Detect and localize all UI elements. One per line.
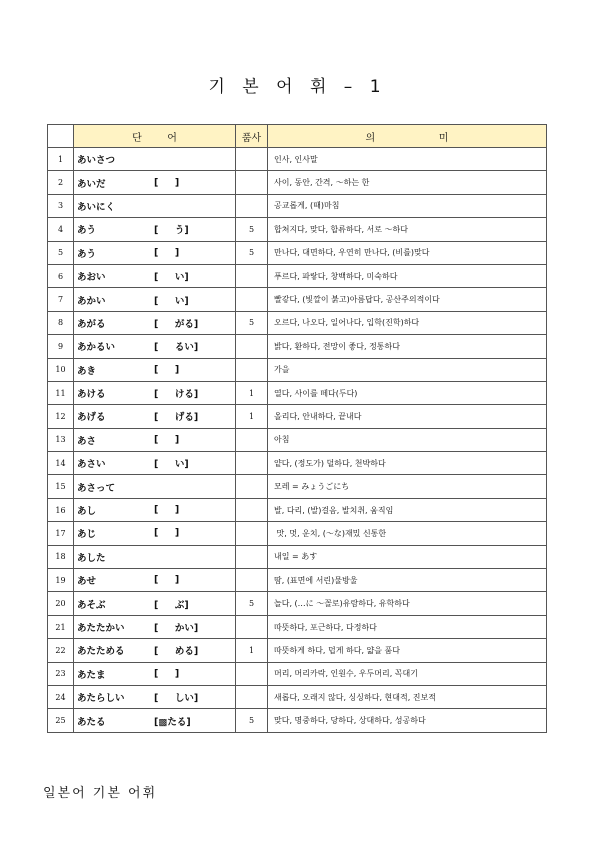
word-kanji-bracket: [ ] [154, 504, 180, 516]
word-kanji-bracket: [▩たる] [154, 716, 191, 728]
table-row [48, 428, 547, 451]
word-cell [74, 545, 236, 568]
word-cell [74, 358, 236, 381]
word-cell [74, 148, 236, 171]
meaning-cell: 밝다, 환하다, 전망이 좋다, 정통하다 [268, 335, 547, 358]
word-kanji-bracket: [ がる] [154, 318, 199, 330]
row-number: 16 [48, 498, 74, 521]
part-of-speech-cell [236, 545, 268, 568]
row-number: 15 [48, 475, 74, 498]
word-cell-content [74, 546, 235, 568]
word-cell-content [74, 686, 235, 708]
part-of-speech-cell [236, 148, 268, 171]
meaning-cell: 따뜻하다, 포근하다, 다정하다 [268, 615, 547, 638]
word-kanji-bracket: [ ] [154, 434, 180, 446]
word-cell [74, 194, 236, 217]
part-of-speech-cell [236, 569, 268, 592]
word-kanji-bracket: [ げる] [154, 412, 199, 424]
word-cell-content [74, 148, 235, 170]
header-meaning: 의 미 [268, 125, 547, 148]
part-of-speech-cell [236, 662, 268, 685]
word-kana: あがる [77, 318, 106, 330]
part-of-speech-cell [236, 452, 268, 475]
meaning-cell: 합쳐지다, 맞다, 합류하다, 서로 ～하다 [268, 218, 547, 241]
row-number: 12 [48, 405, 74, 428]
part-of-speech-cell [236, 428, 268, 451]
meaning-cell: 발, 다리, (발)걸음, 발치취, 움직임 [268, 498, 547, 521]
word-kana: あげる [77, 412, 106, 424]
header-part-of-speech: 품사 [236, 125, 268, 148]
word-kanji-bracket: [ るい] [154, 342, 199, 354]
word-kana: あかい [77, 295, 106, 307]
meaning-cell: 머리, 머리카락, 인원수, 우두머리, 꼭대기 [268, 662, 547, 685]
row-number: 5 [48, 241, 74, 264]
row-number: 1 [48, 148, 74, 171]
row-number: 21 [48, 615, 74, 638]
word-kana: あいさつ [77, 155, 116, 167]
word-kana: あおい [77, 272, 106, 284]
word-kana: あう [77, 248, 97, 260]
table-header-row [48, 125, 547, 148]
word-cell [74, 522, 236, 545]
word-cell-content [74, 218, 235, 240]
table-row [48, 381, 547, 404]
part-of-speech-cell [236, 475, 268, 498]
word-cell-content [74, 639, 235, 661]
row-number: 17 [48, 522, 74, 545]
part-of-speech-cell [236, 335, 268, 358]
table-row [48, 662, 547, 685]
meaning-cell: 공교롭게, (때)마침 [268, 194, 547, 217]
word-cell-content [74, 522, 235, 544]
word-cell-content [74, 335, 235, 357]
row-number: 13 [48, 428, 74, 451]
meaning-cell: 놀다, (…に ～꼴로)유람하다, 유학하다 [268, 592, 547, 615]
word-cell-content [74, 288, 235, 310]
word-kanji-bracket: [ い] [154, 459, 189, 471]
word-kanji-bracket: [ い] [154, 295, 189, 307]
word-cell [74, 639, 236, 662]
part-of-speech-cell [236, 171, 268, 194]
word-kanji-bracket: [ ] [154, 668, 180, 680]
meaning-cell: 올리다, 안내하다, 끝내다 [268, 405, 547, 428]
part-of-speech-cell: 1 [236, 381, 268, 404]
part-of-speech-cell [236, 358, 268, 381]
word-cell [74, 452, 236, 475]
part-of-speech-cell [236, 615, 268, 638]
part-of-speech-cell: 1 [236, 405, 268, 428]
row-number: 3 [48, 194, 74, 217]
word-kanji-bracket: [ ] [154, 574, 180, 586]
part-of-speech-cell [236, 194, 268, 217]
word-cell-content [74, 242, 235, 264]
word-kana: あたま [77, 669, 106, 681]
word-cell-content [74, 709, 235, 731]
word-kana: あかるい [77, 342, 116, 354]
word-cell [74, 335, 236, 358]
word-kana: あいだ [77, 178, 106, 190]
word-kanji-bracket: [ しい] [154, 693, 199, 705]
word-kana: あう [77, 225, 97, 237]
word-cell [74, 615, 236, 638]
word-cell [74, 475, 236, 498]
row-number: 25 [48, 709, 74, 732]
word-kanji-bracket: [ ] [154, 527, 180, 539]
meaning-cell: 땀, (표면에 서린)물방울 [268, 569, 547, 592]
row-number: 14 [48, 452, 74, 475]
table-row [48, 452, 547, 475]
word-cell-content [74, 405, 235, 427]
word-kana: あたたかい [77, 623, 125, 634]
word-kana: あたる [77, 716, 106, 728]
word-cell-content [74, 499, 235, 521]
part-of-speech-cell [236, 685, 268, 708]
word-cell-content [74, 171, 235, 193]
table-row [48, 545, 547, 568]
word-cell [74, 428, 236, 451]
meaning-cell: 사이, 동안, 간격, ～하는 한 [268, 171, 547, 194]
word-cell-content [74, 312, 235, 334]
table-row [48, 498, 547, 521]
word-cell [74, 288, 236, 311]
row-number: 23 [48, 662, 74, 685]
table-row [48, 569, 547, 592]
row-number: 9 [48, 335, 74, 358]
meaning-cell: 따뜻하게 하다, 덥게 하다, 얇을 품다 [268, 639, 547, 662]
table-row [48, 615, 547, 638]
row-number: 4 [48, 218, 74, 241]
word-cell [74, 264, 236, 287]
word-kanji-bracket: [ い] [154, 272, 189, 284]
word-cell [74, 171, 236, 194]
word-kana: あそぶ [77, 599, 106, 611]
table-row [48, 709, 547, 732]
word-cell [74, 685, 236, 708]
word-cell-content [74, 195, 235, 217]
word-cell-content [74, 592, 235, 614]
word-kana: あさ [77, 435, 97, 447]
word-kanji-bracket: [ かい] [154, 623, 199, 634]
word-kana: あさって [77, 482, 116, 494]
meaning-cell: 푸르다, 파랗다, 창백하다, 미숙하다 [268, 264, 547, 287]
meaning-cell: 모레 = みょうごにち [268, 475, 547, 498]
row-number: 18 [48, 545, 74, 568]
meaning-cell: 열다, 사이를 떼다(두다) [268, 381, 547, 404]
word-cell [74, 311, 236, 334]
table-row [48, 171, 547, 194]
part-of-speech-cell: 5 [236, 592, 268, 615]
meaning-cell: 맞다, 명중하다, 당하다, 상대하다, 성공하다 [268, 709, 547, 732]
table-row [48, 241, 547, 264]
part-of-speech-cell: 1 [236, 639, 268, 662]
word-cell [74, 662, 236, 685]
word-kana: あき [77, 365, 97, 377]
word-kanji-bracket: [ める] [154, 646, 199, 658]
meaning-cell: 오르다, 나오다, 일어나다, 입학(진학)하다 [268, 311, 547, 334]
word-cell [74, 709, 236, 732]
row-number: 2 [48, 171, 74, 194]
table-row [48, 194, 547, 217]
part-of-speech-cell: 5 [236, 218, 268, 241]
part-of-speech-cell [236, 522, 268, 545]
word-kana: あたためる [77, 646, 125, 658]
header-number [48, 125, 74, 148]
word-kana: あたらしい [77, 693, 125, 705]
table-row [48, 335, 547, 358]
word-kanji-bracket: [ ] [154, 177, 180, 189]
word-cell-content [74, 663, 235, 685]
word-kana: あさい [77, 459, 106, 471]
row-number: 7 [48, 288, 74, 311]
table-row [48, 311, 547, 334]
row-number: 10 [48, 358, 74, 381]
word-cell-content [74, 429, 235, 451]
row-number: 11 [48, 381, 74, 404]
table-row [48, 358, 547, 381]
row-number: 6 [48, 264, 74, 287]
table-row [48, 405, 547, 428]
part-of-speech-cell: 5 [236, 311, 268, 334]
word-kana: あいにく [77, 201, 116, 213]
meaning-cell: 가을 [268, 358, 547, 381]
row-number: 20 [48, 592, 74, 615]
vocabulary-table [47, 124, 547, 733]
word-kana: あした [77, 552, 106, 564]
part-of-speech-cell: 5 [236, 241, 268, 264]
word-cell-content [74, 616, 235, 638]
meaning-cell: 맛, 멋, 운치, (～な)재밌 신통한 [268, 522, 547, 545]
table-row [48, 475, 547, 498]
word-cell-content [74, 452, 235, 474]
word-kanji-bracket: [ ぶ] [154, 599, 189, 611]
table-row [48, 218, 547, 241]
word-cell-content [74, 359, 235, 381]
word-kanji-bracket: [ う] [154, 225, 189, 237]
table-row [48, 264, 547, 287]
word-kana: あける [77, 389, 106, 401]
word-cell [74, 218, 236, 241]
meaning-cell: 얕다, (정도가) 덜하다, 천박하다 [268, 452, 547, 475]
word-kana: あせ [77, 576, 97, 588]
table-row [48, 522, 547, 545]
word-cell-content [74, 475, 235, 497]
table-row [48, 685, 547, 708]
word-kanji-bracket: [ ] [154, 364, 180, 376]
table-row [48, 592, 547, 615]
row-number: 22 [48, 639, 74, 662]
footer-caption: 일본어 기본 어휘 [43, 786, 158, 801]
row-number: 8 [48, 311, 74, 334]
word-kanji-bracket: [ ] [154, 247, 180, 259]
meaning-cell: 아침 [268, 428, 547, 451]
meaning-cell: 새롭다, 오래지 않다, 싱싱하다, 현대적, 진보적 [268, 685, 547, 708]
page-title: 기 본 어 휘 – 1 [208, 77, 387, 97]
word-cell-content [74, 265, 235, 287]
part-of-speech-cell [236, 288, 268, 311]
word-kanji-bracket: [ ける] [154, 389, 199, 401]
part-of-speech-cell [236, 498, 268, 521]
meaning-cell: 인사, 인사말 [268, 148, 547, 171]
word-cell [74, 569, 236, 592]
word-cell [74, 381, 236, 404]
word-kana: あし [77, 506, 97, 518]
row-number: 19 [48, 569, 74, 592]
meaning-cell: 빨갛다, (빛깔이 붉고)아름답다, 공산주의적이다 [268, 288, 547, 311]
word-cell-content [74, 569, 235, 591]
part-of-speech-cell [236, 264, 268, 287]
row-number: 24 [48, 685, 74, 708]
table-row [48, 639, 547, 662]
table-row [48, 288, 547, 311]
word-cell [74, 592, 236, 615]
table-row [48, 148, 547, 171]
word-cell-content [74, 382, 235, 404]
meaning-cell: 만나다, 대면하다, 우연히 만나다, (비를)맞다 [268, 241, 547, 264]
word-cell [74, 405, 236, 428]
header-word: 단 어 [74, 125, 236, 148]
word-cell [74, 498, 236, 521]
meaning-cell: 내일 = あす [268, 545, 547, 568]
word-kana: あじ [77, 529, 97, 541]
word-cell [74, 241, 236, 264]
part-of-speech-cell: 5 [236, 709, 268, 732]
